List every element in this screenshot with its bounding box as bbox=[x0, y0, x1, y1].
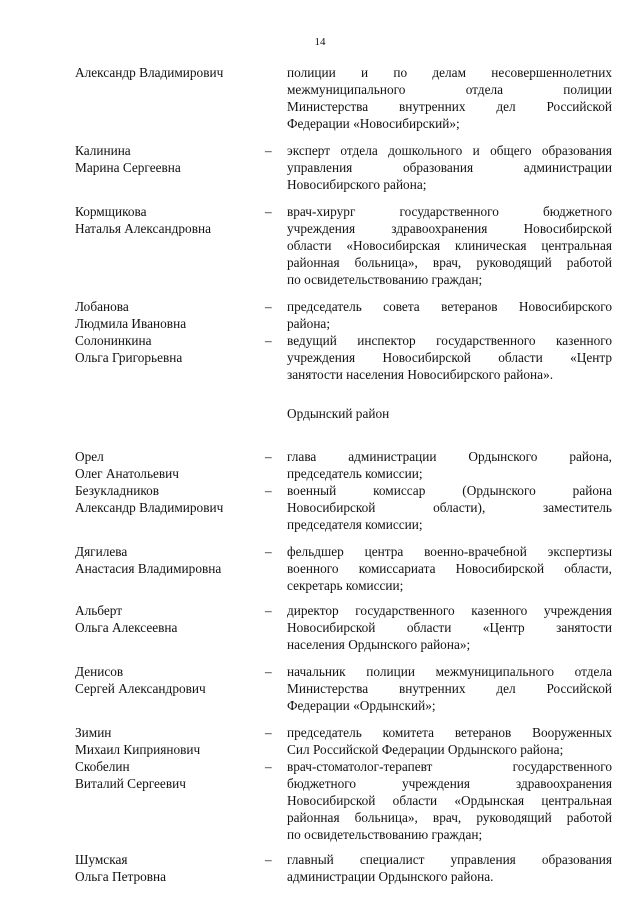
member-position-line: области «Новосибирская клиническая центральная bbox=[287, 238, 612, 253]
member-position-line: военного комиссариата Новосибирской области, bbox=[287, 561, 612, 576]
member-name bbox=[75, 602, 265, 636]
dash-separator: – bbox=[265, 333, 272, 348]
dash-separator: – bbox=[265, 483, 272, 498]
member-name-line: Калинина bbox=[75, 143, 131, 158]
member-position-line: главный специалист управления образования bbox=[287, 852, 612, 867]
member-name bbox=[75, 663, 265, 697]
dash-separator: – bbox=[265, 725, 272, 740]
member-entry bbox=[75, 482, 615, 533]
member-name-line: Безукладников bbox=[75, 483, 160, 498]
member-name bbox=[75, 448, 265, 482]
member-name-line: Михаил Киприянович bbox=[75, 742, 201, 757]
member-position-line: врач-хирург государственного бюджетного bbox=[287, 204, 612, 219]
member-name-line: Анастасия Владимировна bbox=[75, 561, 222, 576]
member-name-line: Людмила Ивановна bbox=[75, 316, 187, 331]
dash-separator: – bbox=[265, 852, 272, 867]
member-name-line: Зимин bbox=[75, 725, 112, 740]
member-position-line: Новосибирской области «Ордынская центральная bbox=[287, 793, 612, 808]
member-name-line: Орел bbox=[75, 449, 104, 464]
member-name bbox=[75, 851, 265, 885]
member-entry bbox=[75, 142, 615, 193]
member-position-line: по освидетельствованию граждан; bbox=[287, 272, 483, 287]
member-entry bbox=[75, 203, 615, 288]
entry-spacer bbox=[75, 843, 615, 851]
member-position-line: Новосибирской области), заместитель bbox=[287, 500, 612, 515]
member-name-line: Ольга Петровна bbox=[75, 869, 167, 884]
member-position bbox=[287, 663, 612, 714]
member-position-line: секретарь комиссии; bbox=[287, 578, 404, 593]
dash-separator: – bbox=[265, 664, 272, 679]
member-position bbox=[287, 758, 612, 843]
member-position-line: врач-стоматолог-терапевт государственного bbox=[287, 759, 612, 774]
member-name bbox=[75, 298, 265, 332]
member-position bbox=[287, 64, 612, 132]
member-entry bbox=[75, 758, 615, 843]
member-name bbox=[75, 543, 265, 577]
member-position-line: председатель совета ветеранов Новосибирского bbox=[287, 299, 612, 314]
member-position-line: Новосибирского района; bbox=[287, 177, 427, 192]
section-bottom bbox=[75, 448, 615, 885]
member-position-line: председатель комиссии; bbox=[287, 466, 423, 481]
member-name bbox=[75, 758, 265, 792]
member-name bbox=[75, 482, 265, 516]
member-name-line: Сергей Александрович bbox=[75, 681, 206, 696]
member-position-line: начальник полиции межмуниципального отдела bbox=[287, 664, 612, 679]
member-position-line: фельдшер центра военно-врачебной экспертизы bbox=[287, 544, 612, 559]
page-number: 14 bbox=[314, 36, 326, 48]
member-entry bbox=[75, 448, 615, 482]
member-name bbox=[75, 724, 265, 758]
dash-separator: – bbox=[265, 299, 272, 314]
member-position-line: Федерации «Ордынский»; bbox=[287, 698, 436, 713]
member-position bbox=[287, 298, 612, 332]
member-position-line: эксперт отдела дошкольного и общего образования bbox=[287, 143, 612, 158]
member-name-line: Шумская bbox=[75, 852, 128, 867]
member-position-line: Новосибирской области «Центр занятости bbox=[287, 620, 612, 635]
member-entry bbox=[75, 298, 615, 332]
section-top bbox=[75, 64, 615, 383]
member-name-line: Лобанова bbox=[75, 299, 129, 314]
member-position bbox=[287, 448, 612, 482]
member-position-line: администрации Ордынского района. bbox=[287, 869, 494, 884]
entry-spacer bbox=[75, 533, 615, 543]
member-position bbox=[287, 602, 612, 653]
member-position-line: председателя комиссии; bbox=[287, 517, 423, 532]
member-position-line: учреждения Новосибирской области «Центр bbox=[287, 350, 612, 365]
entry-spacer bbox=[75, 714, 615, 724]
member-name-line: Александр Владимирович bbox=[75, 500, 224, 515]
member-position-line: по освидетельствованию граждан; bbox=[287, 827, 483, 842]
member-entry bbox=[75, 851, 615, 885]
dash-separator: – bbox=[265, 603, 272, 618]
member-position bbox=[287, 332, 612, 383]
member-position-line: районная больница», врач, руководящий работой bbox=[287, 810, 612, 825]
member-position-line: населения Ордынского района»; bbox=[287, 637, 471, 652]
entry-spacer bbox=[75, 594, 615, 602]
member-position-line: учреждения здравоохранения Новосибирской bbox=[287, 221, 612, 236]
member-entry bbox=[75, 64, 615, 132]
member-position-line: председатель комитета ветеранов Вооруженных bbox=[287, 725, 612, 740]
dash-separator: – bbox=[265, 143, 272, 158]
member-name-line: Олег Анатольевич bbox=[75, 466, 179, 481]
district-heading: Ордынский район bbox=[287, 406, 390, 421]
member-entry bbox=[75, 663, 615, 714]
dash-separator: – bbox=[265, 759, 272, 774]
member-name-line: Альберт bbox=[75, 603, 123, 618]
member-position-line: занятости населения Новосибирского района». bbox=[287, 367, 554, 382]
member-name-line: Ольга Алексеевна bbox=[75, 620, 178, 635]
commission-list bbox=[75, 64, 615, 885]
member-name bbox=[75, 203, 265, 237]
entry-spacer bbox=[75, 193, 615, 203]
member-position bbox=[287, 203, 612, 288]
member-position-line: Федерации «Новосибирский»; bbox=[287, 116, 460, 131]
member-name-line: Скобелин bbox=[75, 759, 130, 774]
dash-separator: – bbox=[265, 544, 272, 559]
entry-spacer bbox=[75, 132, 615, 142]
member-name bbox=[75, 142, 265, 176]
member-position bbox=[287, 724, 612, 758]
member-name-line: Солонинкина bbox=[75, 333, 152, 348]
entry-spacer bbox=[75, 288, 615, 298]
entry-spacer bbox=[75, 653, 615, 663]
member-position-line: Сил Российской Федерации Ордынского района; bbox=[287, 742, 564, 757]
member-name-line: Наталья Александровна bbox=[75, 221, 212, 236]
member-position-line: директор государственного казенного учреждения bbox=[287, 603, 612, 618]
member-position-line: бюджетного учреждения здравоохранения bbox=[287, 776, 612, 791]
member-entry bbox=[75, 724, 615, 758]
dash-separator: – bbox=[265, 204, 272, 219]
member-name-line: Кормщикова bbox=[75, 204, 147, 219]
member-position bbox=[287, 851, 612, 885]
member-position-line: военный комиссар (Ордынского района bbox=[287, 483, 612, 498]
dash-separator: – bbox=[265, 449, 272, 464]
member-position-line: управления образования администрации bbox=[287, 160, 612, 175]
member-entry bbox=[75, 543, 615, 594]
member-name-line: Денисов bbox=[75, 664, 124, 679]
member-position-line: района; bbox=[287, 316, 331, 331]
member-position-line: межмуниципального отдела полиции bbox=[287, 82, 612, 97]
member-name bbox=[75, 64, 265, 81]
member-position-line: Министерства внутренних дел Российской bbox=[287, 99, 612, 114]
member-name-line: Ольга Григорьевна bbox=[75, 350, 183, 365]
member-name-line: Александр Владимирович bbox=[75, 65, 224, 80]
member-name-line: Виталий Сергеевич bbox=[75, 776, 186, 791]
member-name-line: Дягилева bbox=[75, 544, 128, 559]
member-entry bbox=[75, 332, 615, 383]
member-position-line: ведущий инспектор государственного казенного bbox=[287, 333, 612, 348]
member-position bbox=[287, 142, 612, 193]
member-entry bbox=[75, 602, 615, 653]
member-position bbox=[287, 543, 612, 594]
member-position-line: полиции и по делам несовершеннолетних bbox=[287, 65, 612, 80]
member-position-line: глава администрации Ордынского района, bbox=[287, 449, 612, 464]
member-name-line: Марина Сергеевна bbox=[75, 160, 181, 175]
member-position bbox=[287, 482, 612, 533]
member-name bbox=[75, 332, 265, 366]
member-position-line: Министерства внутренних дел Российской bbox=[287, 681, 612, 696]
member-position-line: районная больница», врач, руководящий работой bbox=[287, 255, 612, 270]
